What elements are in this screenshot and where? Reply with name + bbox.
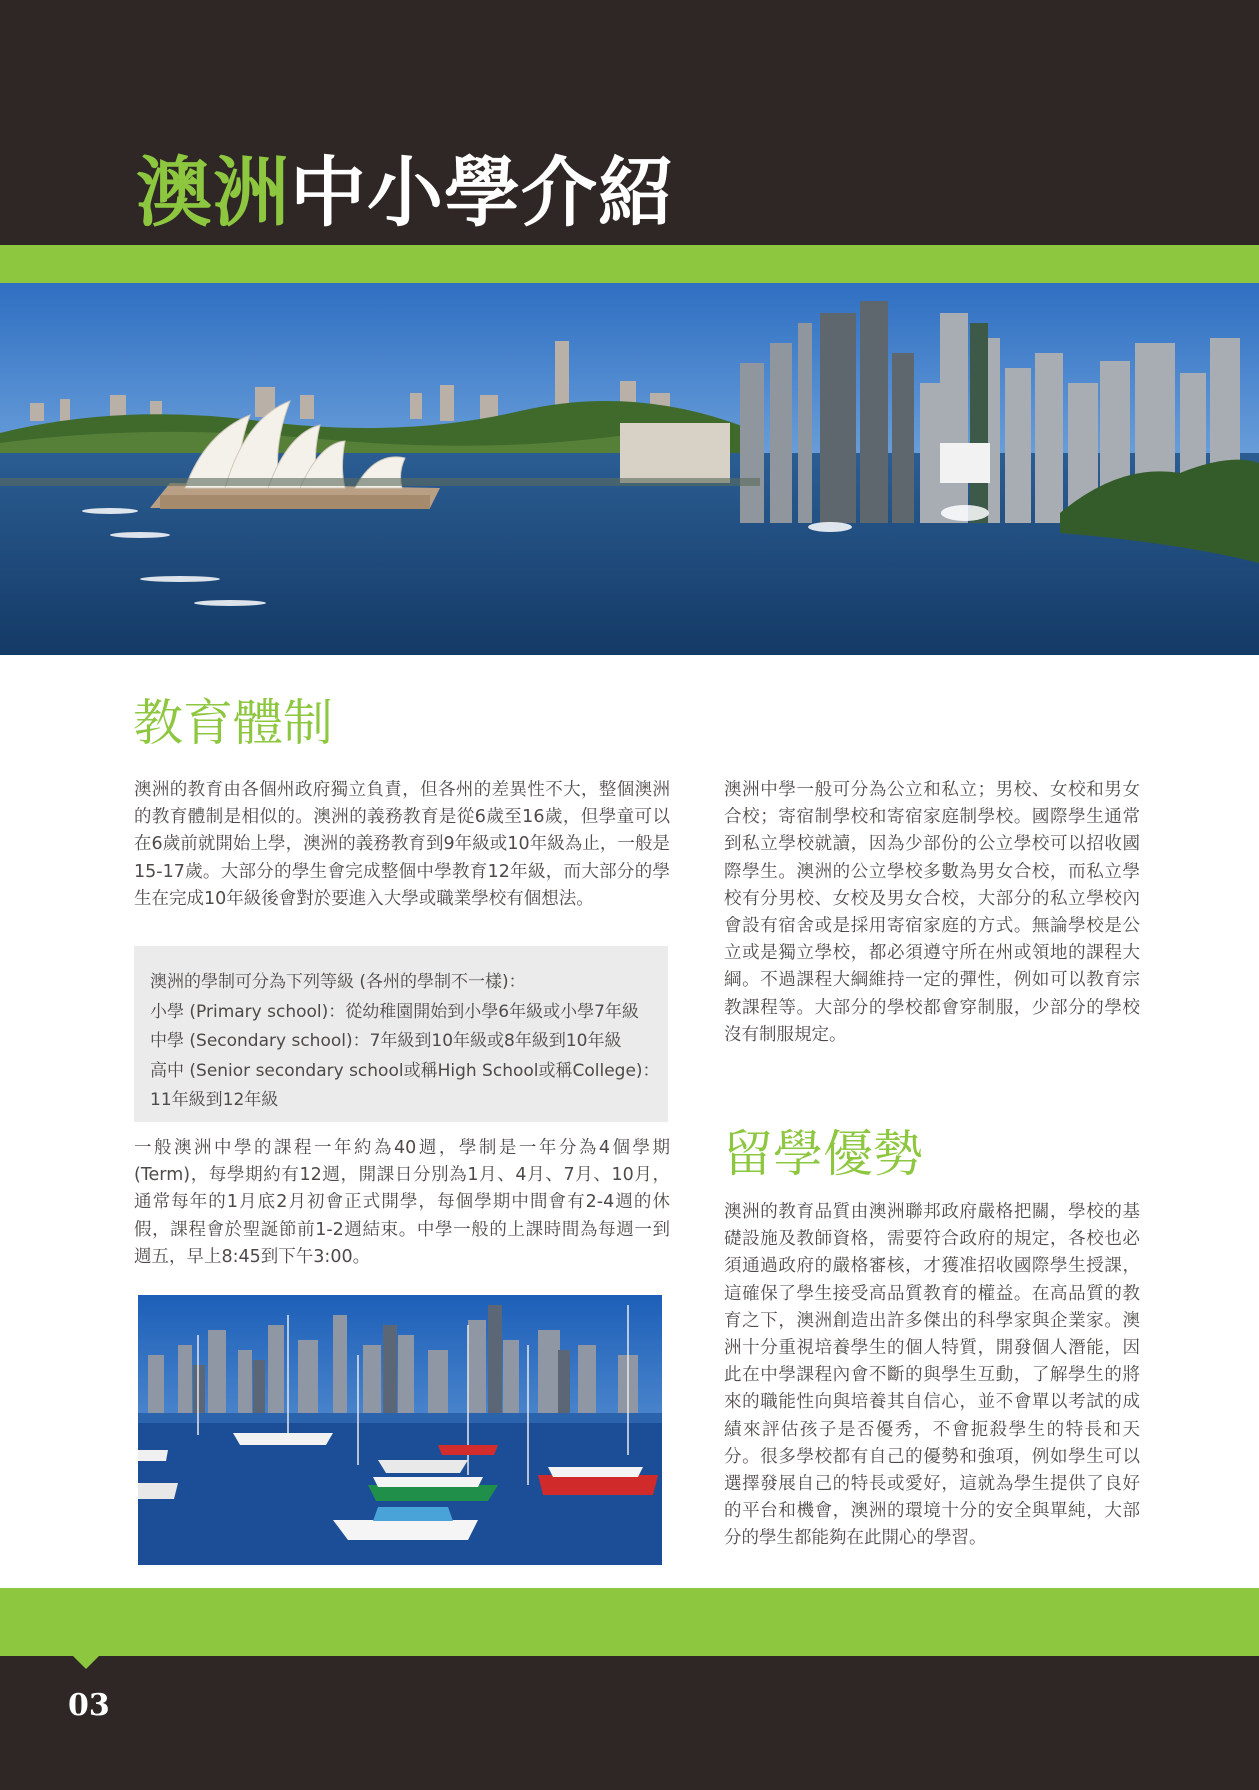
photo-melbourne-sailboats <box>138 1295 662 1565</box>
section-heading-education-system: 教育體制 <box>133 694 333 752</box>
school-levels-line: 高中 (Senior secondary school或稱High School或稱College)： <box>150 1060 660 1081</box>
education-system-paragraph: 澳洲的教育由各個州政府獨立負責，但各州的差異性不大，整個澳洲的教育體制是相似的。澳洲的義務教育是從6歲至16歲，但學童可以在6歲前就開始上學，澳洲的義務教育到9年級或10年級為止，一般是15-17歲。大部分的學生會完成整個中學教育12年級，而大部分的學生在完成10年級後會對於要進入大學或職業學校有個想法。 <box>134 780 670 909</box>
school-levels-box <box>134 946 668 1122</box>
school-levels-line: 11年級到12年級 <box>150 1090 279 1111</box>
page-number: 03 <box>68 1688 110 1723</box>
footer-notch-marker <box>72 1655 100 1669</box>
school-types-paragraph: 澳洲中學一般可分為公立和私立；男校、女校和男女合校；寄宿制學校和寄宿家庭制學校。國際學生通常到私立學校就讀，因為少部份的公立學校可以招收國際學生。澳洲的公立學校多數為男女合校，而私立學校有分男校、女校及男女合校，大部分的私立學校內會設有宿舍或是採用寄宿家庭的方式。無論學校是公立或是獨立學校，都必須遵守所在州或領地的課程大綱。不過課程大綱維持一定的彈性，例如可以教育宗教課程等。大部分的學校都會穿制服，少部分的學校沒有制服規定。 <box>724 780 1140 1045</box>
school-levels-line: 中學 (Secondary school)：7年級到10年級或8年級到10年級 <box>150 1031 622 1052</box>
footer-bar <box>0 1656 1259 1790</box>
school-calendar-paragraph: 一般澳洲中學的課程一年約為40週，學制是一年分為4個學期(Term)，每學期約有12週，開課日分別為1月、4月、7月、10月，通常每年的1月底2月初會正式開學，每個學期中間會有2-4週的休假，課程會於聖誕節前1-2週結束。中學一般的上課時間為每週一到週五，早上8:45到下午3:00。 <box>134 1138 670 1267</box>
hero-image-sydney-harbour <box>0 283 1259 655</box>
page-title <box>136 148 675 238</box>
page-title-accent: 澳洲 <box>136 148 290 237</box>
top-green-band <box>0 245 1259 283</box>
study-advantages-paragraph: 澳洲的教育品質由澳洲聯邦政府嚴格把關，學校的基礎設施及教師資格，需要符合政府的規定，各校也必須通過政府的嚴格審核，才獲准招收國際學生授課，這確保了學生接受高品質教育的權益。在高品質的教育之下，澳洲創造出許多傑出的科學家與企業家。澳洲十分重視培養學生的個人特質，開發個人潛能，因此在中學課程內會不斷的與學生互動，了解學生的將來的職能性向與培養其自信心，並不會單以考試的成績來評估孩子是否優秀，不會扼殺學生的特長和天分。很多學校都有自己的優勢和強項，例如學生可以選擇發展自己的特長或愛好，這就為學生提供了良好的平台和機會，澳洲的環境十分的安全與單純，大部分的學生都能夠在此開心的學習。 <box>724 1202 1140 1549</box>
school-levels-line: 小學 (Primary school)：從幼稚園開始到小學6年級或小學7年級 <box>150 1001 639 1022</box>
school-levels-line: 澳洲的學制可分為下列等級 (各州的學制不一樣)： <box>150 972 526 992</box>
section-heading-study-advantages: 留學優勢 <box>723 1125 923 1183</box>
bottom-green-band <box>0 1588 1259 1656</box>
page-title-rest: 中小學介紹 <box>290 148 675 237</box>
